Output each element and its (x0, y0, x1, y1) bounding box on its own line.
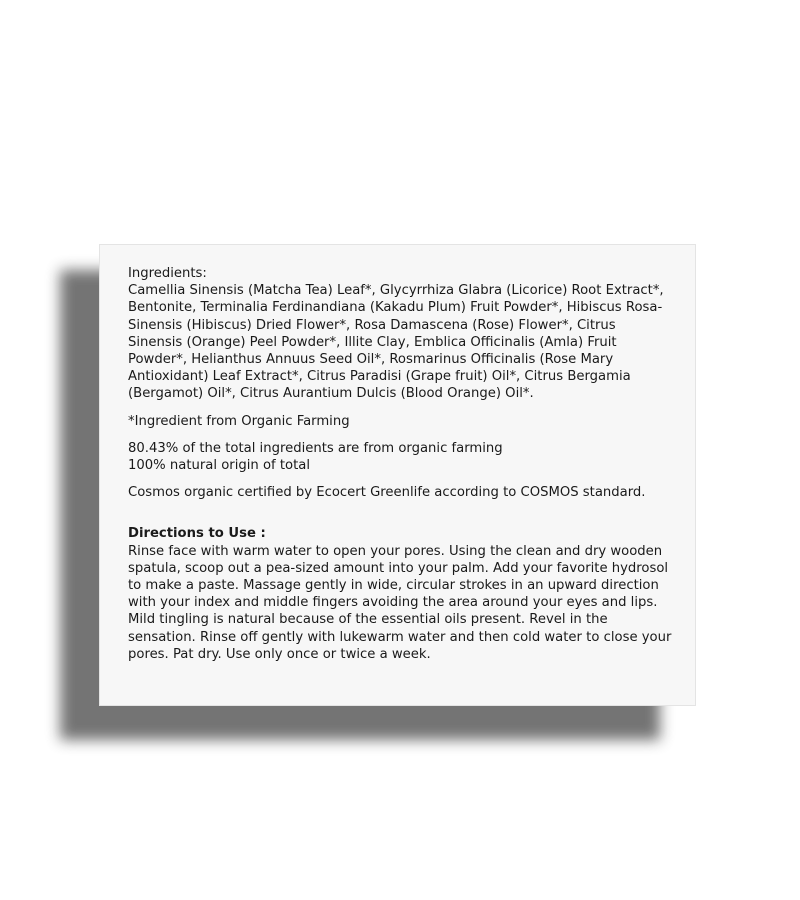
natural-origin: 100% natural origin of total (128, 458, 311, 474)
ingredients-list: Camellia Sinensis (Matcha Tea) Leaf*, Glycyrrhiza Glabra (Licorice) Root Extract*, Bentonite, Terminalia Ferdinandiana (Kakadu Plum) Fruit Powder*, Hibiscus Rosa-Sinensis (Hibiscus) Dried Flower*, Rosa Damascena (Rose) Flower*, Citrus Sinensis (Orange) Peel Powder*, Illite Clay, Emblica Officinalis (Amla) Fruit Powder*, Helianthus Annuus Seed Oil*, Rosmarinus Officinalis (Rose Mary Antioxidant) Leaf Extract*, Citrus Paradisi (Grape fruit) Oil*, Citrus Bergamia (Bergamot) Oil*, Citrus Aurantium Dulcis (Blood Orange) Oil*. (128, 283, 664, 402)
certification-note: Cosmos organic certified by Ecocert Greenlife according to COSMOS standard. (128, 485, 646, 501)
organic-note: *Ingredient from Organic Farming (128, 413, 350, 429)
card-content (128, 265, 673, 663)
organic-percent: 80.43% of the total ingredients are from organic farming (128, 440, 503, 456)
info-card (100, 245, 695, 705)
directions-heading: Directions to Use : (128, 526, 266, 542)
directions-text: Rinse face with warm water to open your pores. Using the clean and dry wooden spatula, scoop out a pea-sized amount into your palm. Add your favorite hydrosol to make a paste. Massage gently in wide, circular strokes in an upward direction with your index and middle fingers avoiding the area around your eyes and lips. Mild tingling is natural because of the essential oils present. Revel in the sensation. Rinse off gently with lukewarm water and then cold water to close your pores. Pat dry. Use only once or twice a week. (128, 543, 672, 662)
ingredients-heading: Ingredients: (128, 266, 207, 281)
